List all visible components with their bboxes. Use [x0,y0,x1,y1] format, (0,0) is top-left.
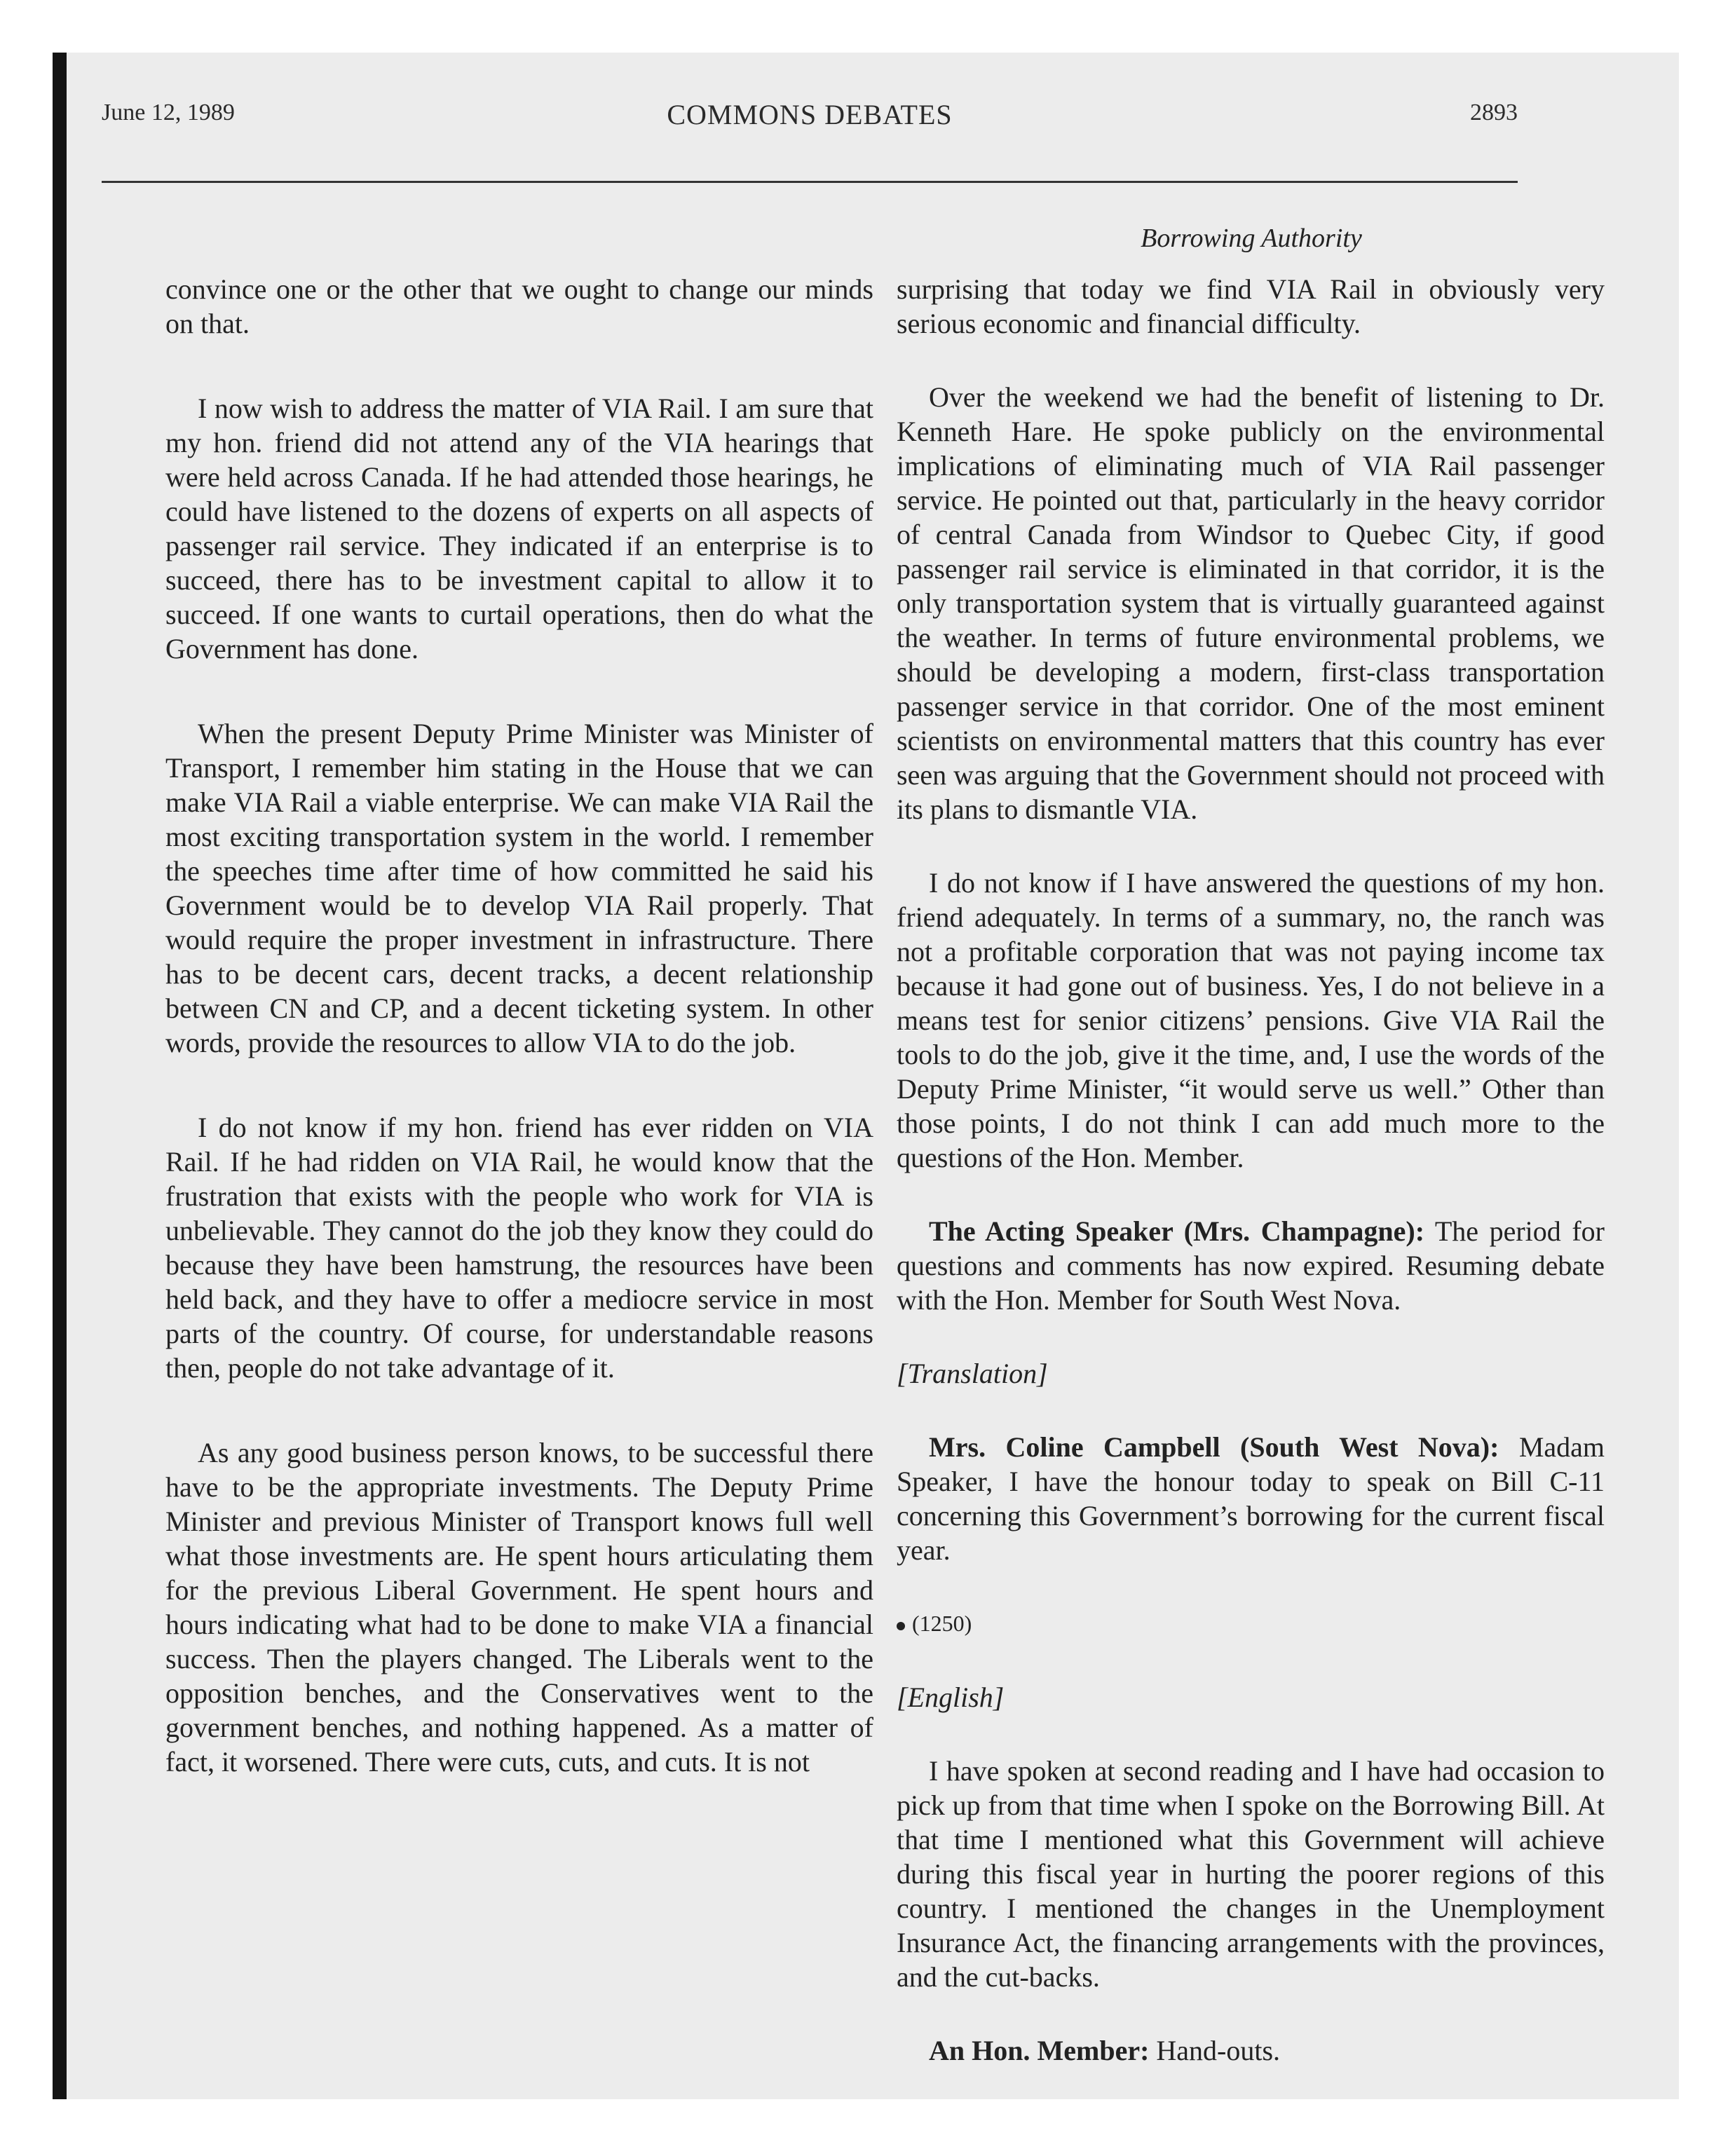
speaker-name: An Hon. Member: [929,2035,1150,2066]
speech-text: The period for questions and comments has now expired. Resuming debate with the Hon. Member for South West Nova. [897,1215,1605,1316]
speaker-name: Mrs. Coline Campbell (South West Nova): [929,1431,1499,1463]
header-rule [102,181,1518,183]
speaker-paragraph [897,2033,1605,2068]
header-title: COMMONS DEBATES [667,99,953,130]
speech-text: Hand-outs. [1149,2035,1281,2066]
translation-tag: [Translation] [897,1358,1048,1389]
page-header [102,91,1518,140]
paragraph: I now wish to address the matter of VIA Rail. I am sure that my hon. friend did not attend any of the VIA hearings that were held across Canada. If he had attended those hearings, he could have listened to the dozens of experts on all aspects of passenger rail service. They indicated if an enterprise is to succeed, there has to be investment capital to allow it to succeed. If one wants to curtail operations, then do what the Government has done. [165,393,873,664]
paragraph: When the present Deputy Prime Minister was Minister of Transport, I remember him stating in the House that we can make VIA Rail a viable enterprise. We can make VIA Rail the most exciting transportation system in the world. I remember the speeches time after time of how committed he said his Government would be to develop VIA Rail properly. That would require the proper investment in infrastructure. There has to be decent cars, decent tracks, a decent relationship between CN and CP, and a decent ticketing system. In other words, provide the resources to allow VIA to do the job. [165,718,873,1058]
running-head: Borrowing Authority [1141,224,1362,253]
paragraph: I do not know if I have answered the questions of my hon. friend adequately. In terms of a summary, no, the ranch was not a profitable corporation that was not paying income tax because it had gone out of business. Yes, I do not believe in a means test for senior citizens’ pensions. Give VIA Rail the tools to do the job, give it the time, and, I use the words of the Deputy Prime Minister, “it would serve us well.” Other than those points, I do not think I can add much more to the questions of the Hon. Member. [897,867,1605,1173]
speaker-paragraph [897,1430,1605,1567]
speaker-name: The Acting Speaker (Mrs. Champagne): [929,1215,1425,1247]
speech-text: Madam Speaker, I have the honour today to speak on Bill C-11 concerning this Government’s borrowing for the current fiscal year. [897,1431,1605,1566]
paragraph: As any good business person knows, to be successful there have to be the appropriate investments. The Deputy Prime Minister and previous Minister of Transport knows full well what those investments are. He spent hours articulating them for the previous Liberal Government. He spent hours and hours indicating what had to be done to make VIA a financial success. Then the players changed. The Liberals went to the opposition benches, and the Conservatives went to the government benches, and nothing happened. As a matter of fact, it worsened. There were cuts, cuts, and cuts. It is not [165,1437,873,1778]
speaker-paragraph [897,1214,1605,1317]
page-number: 2893 [1470,100,1518,125]
paragraph: convince one or the other that we ought to change our minds on that. [165,273,873,339]
time-marker [897,1606,1605,1641]
time-marker-text: (1250) [912,1611,972,1636]
paragraph: surprising that today we find VIA Rail in obviously very serious economic and financial difficulty. [897,273,1605,339]
right-column [897,272,1605,2107]
scan-edge [53,53,67,2099]
paragraph: I have spoken at second reading and I have had occasion to pick up from that time when I spoke on the Borrowing Bill. At that time I mentioned what this Government will achieve during this fiscal year in hurting the poorer regions of this country. I mentioned the changes in the Unemployment Insurance Act, the financing arrangements with the provinces, and the cut-backs. [897,1755,1605,1993]
paragraph: I do not know if my hon. friend has ever ridden on VIA Rail. If he had ridden on VIA Rail, he would know that the frustration that exists with the people who work for VIA is unbelievable. They cannot do the job they know they could do because they have been hamstrung, the resources have been held back, and they have to offer a mediocre service in most parts of the country. Of course, for understandable reasons then, people do not take advantage of it. [165,1112,873,1384]
english-tag: [English] [897,1681,1005,1713]
bullet-icon [897,1622,905,1630]
paragraph: Over the weekend we had the benefit of listening to Dr. Kenneth Hare. He spoke publicly on the environmental implications of eliminating much of VIA Rail passenger service. He pointed out that, particularly in the heavy corridor of central Canada from Windsor to Quebec City, if good passenger rail service is eliminated in that corridor, it is the only transportation system that is virtually guaranteed against the weather. In terms of future environmental problems, we should be developing a modern, first-class transportation passenger service in that corridor. One of the most eminent scientists on environmental matters that this country has ever seen was arguing that the Government should not proceed with its plans to dismantle VIA. [897,381,1605,825]
left-column [165,272,873,1829]
header-date: June 12, 1989 [102,100,235,125]
